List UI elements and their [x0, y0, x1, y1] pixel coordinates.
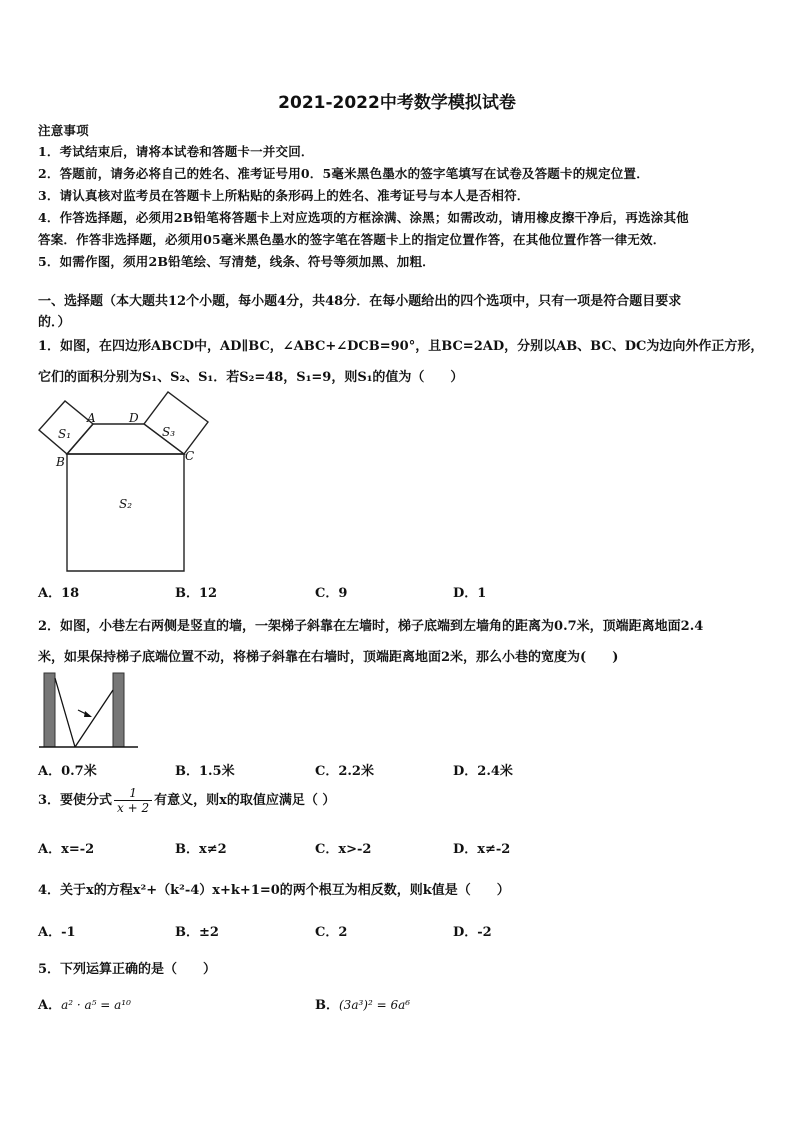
- q4-option-c: C．2: [315, 925, 348, 940]
- q1-stem-line-1: 1．如图，在四边形ABCD中，AD∥BC，∠ABC+∠DCB=90°，且BC=2AD，分别以AB、BC、DC为边向外作正方形，: [38, 339, 764, 354]
- arrow-head-icon: [84, 711, 92, 717]
- q3-option-c: C．x>-2: [315, 842, 372, 857]
- label-b: B: [56, 455, 65, 469]
- q2-option-c: C．2.2米: [315, 764, 374, 779]
- q2-stem-line-2: 米，如果保持梯子底端位置不动，将梯子斜靠在右墙时，顶端距离地面2米，那么小巷的宽度为( ): [38, 650, 619, 665]
- square-s3: [144, 392, 208, 454]
- ladder-right: [75, 690, 113, 747]
- label-s2: S₂: [119, 497, 133, 511]
- q2-figure: [38, 668, 142, 752]
- q4-option-d: D．-2: [453, 925, 492, 940]
- q1-option-a: A．18: [38, 586, 80, 601]
- q5-option-b: [315, 994, 410, 1013]
- q3-fraction-numerator: 1: [114, 786, 152, 801]
- page-title: 2021-2022中考数学模拟试卷: [278, 93, 516, 113]
- q3-option-b: B．x≠2: [175, 842, 227, 857]
- q3-suffix: 有意义，则x的取值应满足（ ）: [154, 793, 336, 808]
- q3-option-d: D．x≠-2: [453, 842, 511, 857]
- q4-option-b: B．±2: [175, 925, 219, 940]
- q2-stem-line-1: 2．如图，小巷左右两侧是竖直的墙，一架梯子斜靠在左墙时，梯子底端到左墙角的距离为0.7米，顶端距离地面2.4: [38, 619, 704, 634]
- right-wall: [113, 673, 124, 747]
- q4-stem: 4．关于x的方程x²+（k²-4）x+k+1=0的两个根互为相反数，则k值是（ ）: [38, 883, 510, 898]
- ladder-left: [55, 678, 75, 747]
- q1-figure: [34, 386, 224, 574]
- label-s1: S₁: [58, 427, 72, 441]
- q2-option-a: A．0.7米: [38, 764, 97, 779]
- note-line-1: 1．考试结束后，请将本试卷和答题卡一并交回．: [38, 144, 314, 159]
- q2-option-d: D．2.4米: [453, 764, 513, 779]
- left-wall: [44, 673, 55, 747]
- square-s2: [67, 454, 184, 571]
- q2-option-b: B．1.5米: [175, 764, 235, 779]
- q1-option-d: D．1: [453, 586, 487, 601]
- notes-heading: 注意事项: [38, 123, 89, 138]
- note-line-4: 4．作答选择题，必须用2B铅笔将答题卡上对应选项的方框涂满、涂黑；如需改动，请用橡皮擦干净后，再选涂其他: [38, 210, 689, 225]
- q3-fraction-denominator: x + 2: [117, 801, 150, 815]
- note-line-2: 2．答题前，请务必将自己的姓名、准考证号用0．5毫米黑色墨水的签字笔填写在试卷及答题卡的规定位置．: [38, 166, 649, 181]
- q5-stem: 5．下列运算正确的是（ ）: [38, 962, 217, 977]
- q5-option-b-label: B．: [315, 998, 339, 1013]
- label-a: A: [87, 411, 96, 425]
- q3-prefix: 3．要使分式: [38, 793, 113, 808]
- q5-option-a: [38, 994, 131, 1013]
- q5-option-a-expression: a² · a⁵ = a¹⁰: [61, 998, 131, 1012]
- section-heading-line-2: 的．）: [38, 315, 71, 330]
- q4-option-a: A．-1: [38, 925, 76, 940]
- q3-fraction: [114, 786, 152, 815]
- q3-option-a: A．x=-2: [38, 842, 95, 857]
- q3-stem: [38, 786, 335, 815]
- label-s3: S₃: [162, 425, 176, 439]
- note-line-5: 答案．作答非选择题，必须用05毫米黑色墨水的签字笔在答题卡上的指定位置作答，在其他位置作答一律无效．: [38, 232, 666, 247]
- q1-stem-line-2: 它们的面积分别为S₁、S₂、S₁．若S₂=48，S₁=9，则S₁的值为（ ）: [38, 370, 464, 385]
- q5-option-a-label: A．: [38, 998, 62, 1013]
- q1-option-c: C．9: [315, 586, 348, 601]
- label-c: C: [185, 449, 195, 463]
- section-heading-line-1: 一、选择题（本大题共12个小题，每小题4分，共48分．在每小题给出的四个选项中，只有一项是符合题目要求: [38, 294, 682, 309]
- note-line-6: 5．如需作图，须用2B铅笔绘、写清楚，线条、符号等须加黑、加粗．: [38, 254, 435, 269]
- q5-option-b-expression: (3a³)² = 6a⁶: [339, 998, 411, 1012]
- q1-option-b: B．12: [175, 586, 218, 601]
- note-line-3: 3．请认真核对监考员在答题卡上所粘贴的条形码上的姓名、准考证号与本人是否相符．: [38, 188, 530, 203]
- label-d: D: [129, 411, 139, 425]
